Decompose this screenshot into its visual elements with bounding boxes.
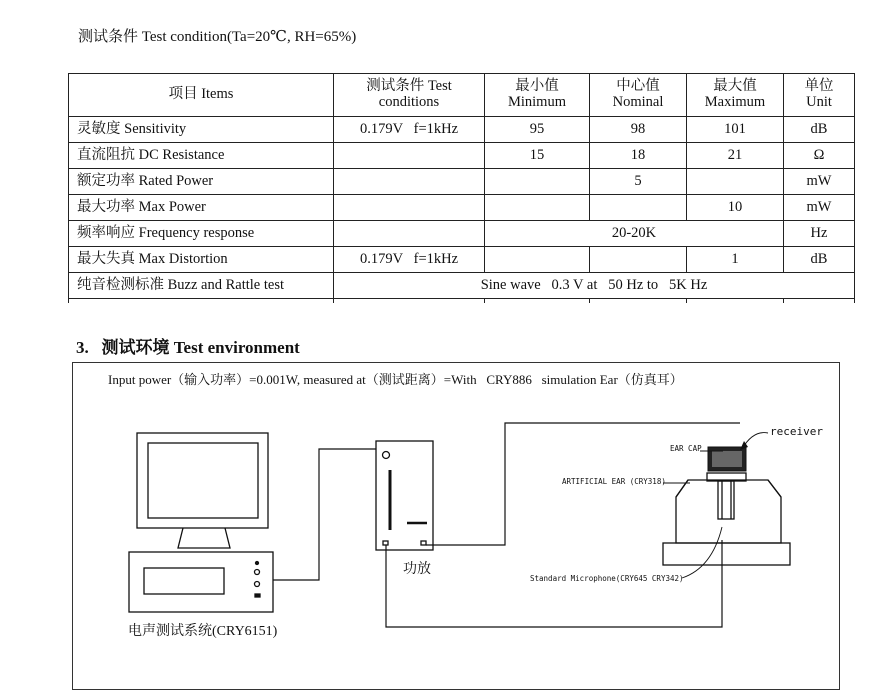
max-cell: 21 bbox=[687, 143, 784, 169]
min-cell bbox=[485, 195, 590, 221]
table-row-partial bbox=[69, 299, 855, 304]
test-spec-cell: Sine wave 0.3 V at 50 Hz to 5K Hz bbox=[334, 273, 855, 299]
nominal-cell: 98 bbox=[590, 117, 687, 143]
table-row bbox=[69, 169, 855, 195]
min-cell: 15 bbox=[485, 143, 590, 169]
section-title: 测试环境 Test environment bbox=[101, 338, 300, 357]
artificial-ear-label: ARTIFICIAL EAR (CRY318) bbox=[562, 477, 666, 486]
condition-cell bbox=[334, 169, 485, 195]
nominal-cell: 18 bbox=[590, 143, 687, 169]
unit-cell: mW bbox=[784, 195, 855, 221]
nominal-cell: 5 bbox=[590, 169, 687, 195]
table-row bbox=[69, 195, 855, 221]
nominal-cell bbox=[590, 247, 687, 273]
table-header-row bbox=[69, 74, 855, 117]
condition-cell bbox=[334, 195, 485, 221]
header-conditions: 测试条件 Test conditions bbox=[334, 74, 485, 117]
max-cell: 1 bbox=[687, 247, 784, 273]
condition-cell: 0.179V f=1kHz bbox=[334, 117, 485, 143]
min-cell: 95 bbox=[485, 117, 590, 143]
section-heading bbox=[76, 333, 300, 358]
unit-cell: Ω bbox=[784, 143, 855, 169]
condition-cell bbox=[334, 143, 485, 169]
table-row bbox=[69, 247, 855, 273]
max-cell: 10 bbox=[687, 195, 784, 221]
unit-cell: dB bbox=[784, 247, 855, 273]
test-condition-title: 测试条件 Test condition(Ta=20℃, RH=65%) bbox=[78, 29, 357, 45]
receiver-label: receiver bbox=[770, 425, 823, 438]
microphone-label: Standard Microphone(CRY645 CRY342) bbox=[530, 574, 684, 583]
item-cell: 直流阻抗 DC Resistance bbox=[69, 143, 334, 169]
item-cell: 最大失真 Max Distortion bbox=[69, 247, 334, 273]
condition-cell bbox=[334, 221, 485, 247]
header-items: 项目 Items bbox=[69, 74, 334, 117]
max-cell: 101 bbox=[687, 117, 784, 143]
test-environment-box bbox=[72, 362, 840, 690]
item-cell: 频率响应 Frequency response bbox=[69, 221, 334, 247]
header-maximum: 最大值 Maximum bbox=[687, 74, 784, 117]
header-nominal: 中心值 Nominal bbox=[590, 74, 687, 117]
max-cell bbox=[687, 169, 784, 195]
item-cell: 最大功率 Max Power bbox=[69, 195, 334, 221]
unit-cell: Hz bbox=[784, 221, 855, 247]
amplifier-label: 功放 bbox=[403, 562, 431, 577]
item-cell: 额定功率 Rated Power bbox=[69, 169, 334, 195]
range-cell: 20-20K bbox=[485, 221, 784, 247]
header-minimum: 最小值 Minimum bbox=[485, 74, 590, 117]
section-number: 3. bbox=[76, 338, 89, 357]
item-cell: 纯音检测标准 Buzz and Rattle test bbox=[69, 273, 334, 299]
ear-cap-label: EAR CAP bbox=[670, 444, 702, 453]
analyzer-label: 电声测试系统(CRY6151) bbox=[128, 624, 278, 639]
unit-cell: dB bbox=[784, 117, 855, 143]
table-row bbox=[69, 117, 855, 143]
spec-table bbox=[68, 73, 855, 303]
input-power-note: Input power（输入功率）=0.001W, measured at（测试距离）=With CRY886 simulation Ear（仿真耳） bbox=[108, 372, 683, 387]
min-cell bbox=[485, 169, 590, 195]
table-row bbox=[69, 143, 855, 169]
header-unit: 单位 Unit bbox=[784, 74, 855, 117]
table-row bbox=[69, 273, 855, 299]
nominal-cell bbox=[590, 195, 687, 221]
condition-cell: 0.179V f=1kHz bbox=[334, 247, 485, 273]
table-row bbox=[69, 221, 855, 247]
item-cell: 灵敏度 Sensitivity bbox=[69, 117, 334, 143]
unit-cell: mW bbox=[784, 169, 855, 195]
min-cell bbox=[485, 247, 590, 273]
